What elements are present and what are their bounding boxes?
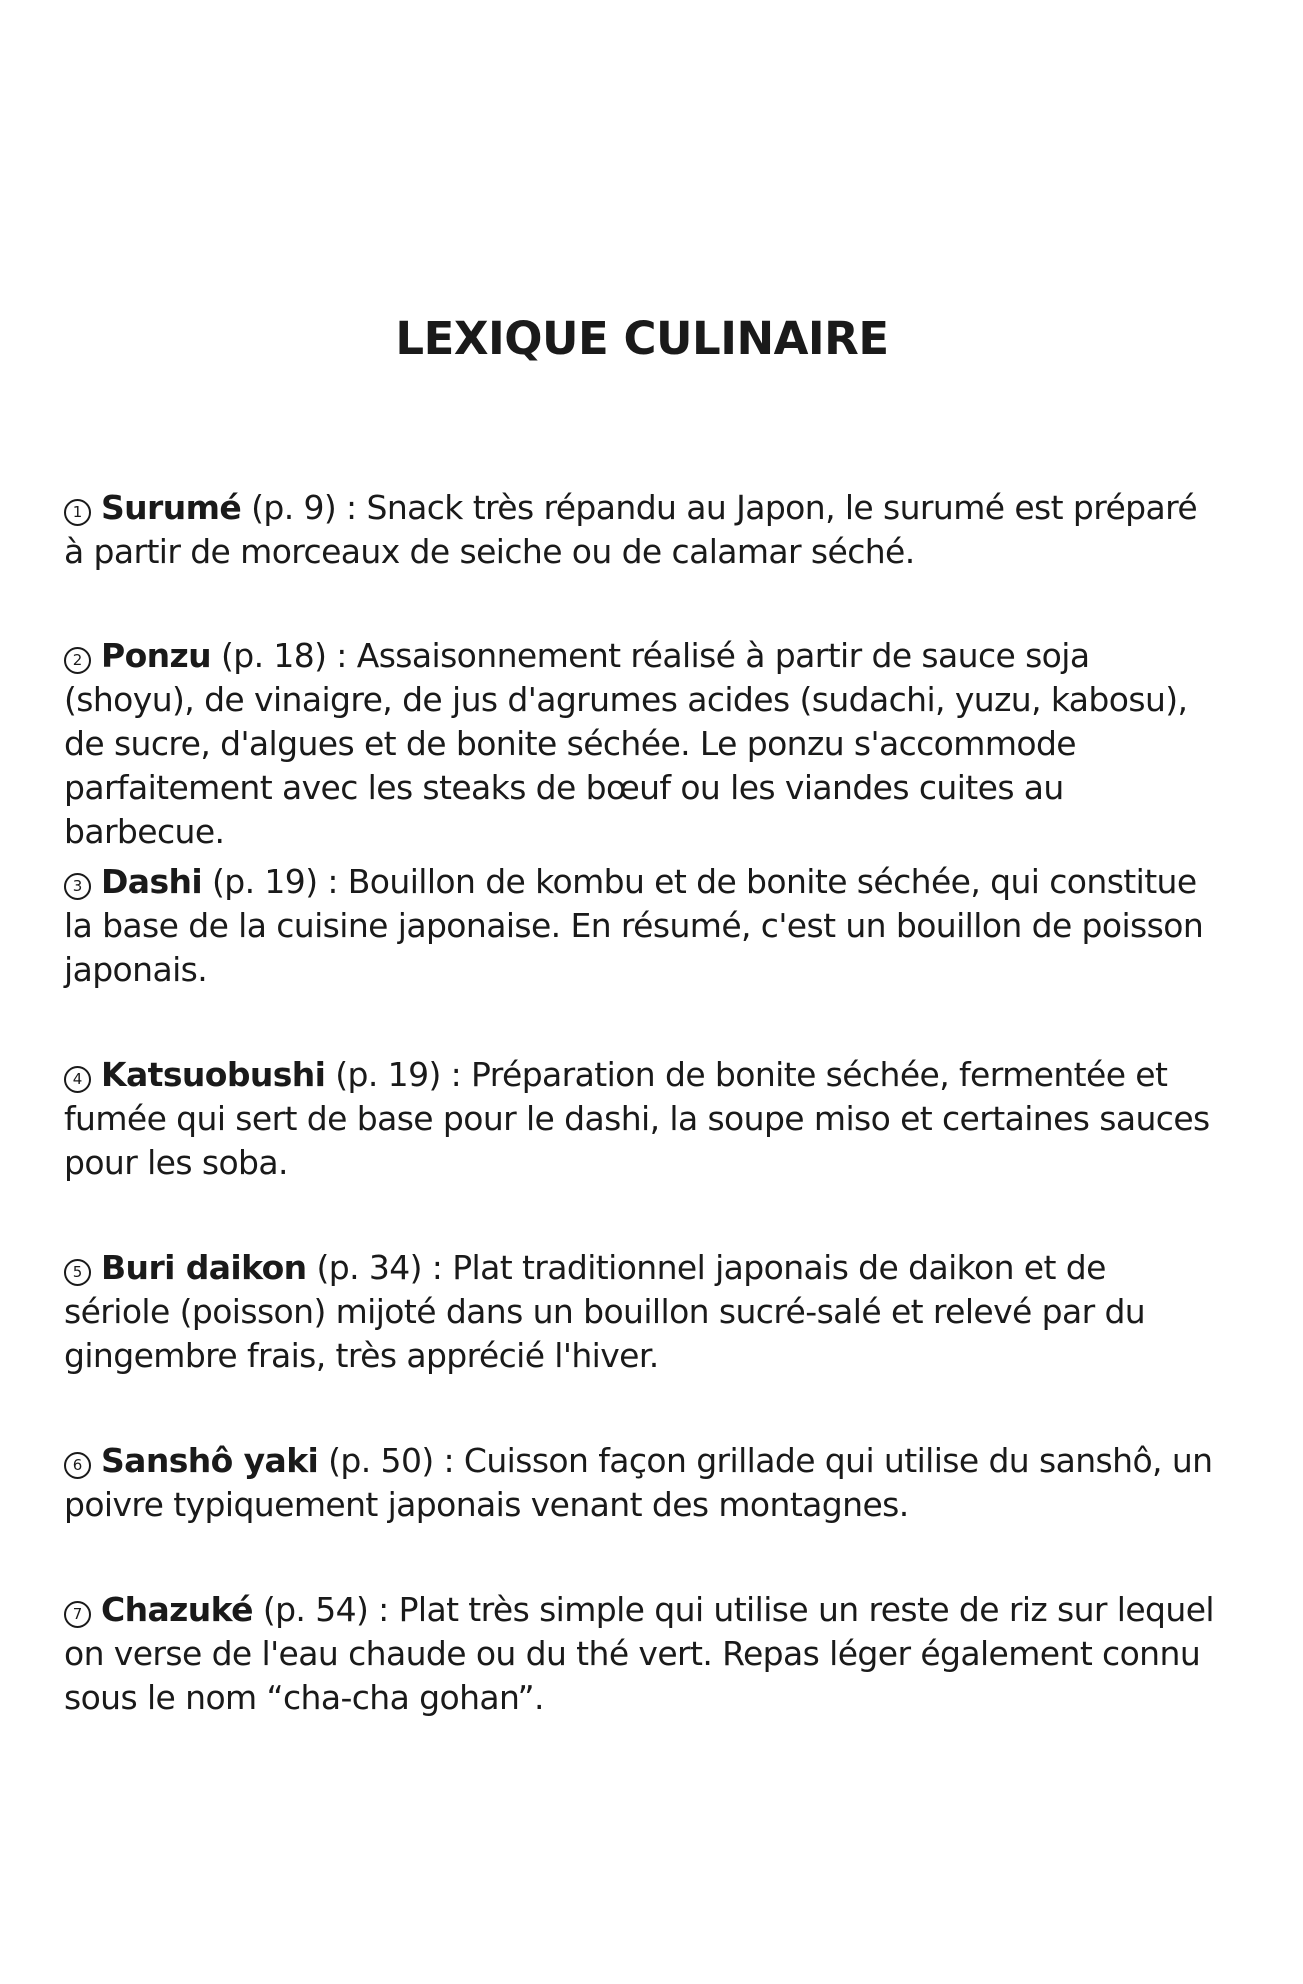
entry-term: Sanshô yaki	[101, 1441, 319, 1480]
entry-page-ref: (p. 54) :	[262, 1590, 389, 1629]
entry-term: Dashi	[101, 862, 203, 901]
entry-number-badge: 7	[64, 1601, 91, 1628]
entry-definition: Snack très répandu au Japon, le surumé est préparé à partir de morceaux de seiche ou de calamar séché.	[64, 488, 1198, 571]
entry-number-badge: 4	[64, 1066, 91, 1093]
glossary-entry	[64, 1053, 1220, 1185]
entry-definition: Bouillon de kombu et de bonite séchée, qui constitue la base de la cuisine japonaise. En résumé, c'est un bouillon de poisson japonais.	[64, 862, 1204, 989]
entry-definition: Plat très simple qui utilise un reste de riz sur lequel on verse de l'eau chaude ou du thé vert. Repas léger également connu sous le nom “cha-cha gohan”.	[64, 1590, 1214, 1717]
entry-term: Ponzu	[101, 636, 212, 675]
glossary-entry	[64, 860, 1220, 992]
entry-page-ref: (p. 34) :	[316, 1248, 443, 1287]
entry-number-badge: 2	[64, 647, 91, 674]
entry-term: Buri daikon	[101, 1248, 307, 1287]
glossary-entry	[64, 634, 1220, 854]
glossary-entry	[64, 486, 1220, 574]
entry-definition: Préparation de bonite séchée, fermentée et fumée qui sert de base pour le dashi, la soupe miso et certaines sauces pour les soba.	[64, 1055, 1210, 1182]
entry-term: Surumé	[101, 488, 242, 527]
entry-definition: Assaisonnement réalisé à partir de sauce soja (shoyu), de vinaigre, de jus d'agrumes acides (sudachi, yuzu, kabosu), de sucre, d'algues et de bonite séchée. Le ponzu s'accommode parfaitement avec les steaks de bœuf ou les viandes cuites au barbecue.	[64, 636, 1188, 851]
entry-page-ref: (p. 19) :	[212, 862, 338, 901]
entry-page-ref: (p. 19) :	[335, 1055, 462, 1094]
entry-page-ref: (p. 50) :	[328, 1441, 455, 1480]
entry-number-badge: 5	[64, 1259, 91, 1286]
entry-page-ref: (p. 18) :	[220, 636, 347, 675]
entry-definition: Plat traditionnel japonais de daikon et de sériole (poisson) mijoté dans un bouillon sucré-salé et relevé par du gingembre frais, très apprécié l'hiver.	[64, 1248, 1146, 1375]
entry-page-ref: (p. 9) :	[251, 488, 357, 527]
entry-definition: Cuisson façon grillade qui utilise du sanshô, un poivre typiquement japonais venant des montagnes.	[64, 1441, 1213, 1524]
entry-number-badge: 3	[64, 873, 91, 900]
entry-term: Katsuobushi	[101, 1055, 326, 1094]
glossary-entry	[64, 1246, 1220, 1378]
page-title: LEXIQUE CULINAIRE	[395, 312, 889, 365]
entry-number-badge: 1	[64, 499, 91, 526]
entry-term: Chazuké	[101, 1590, 253, 1629]
glossary-entry	[64, 1588, 1220, 1720]
entry-number-badge: 6	[64, 1452, 91, 1479]
glossary-entry	[64, 1439, 1220, 1527]
